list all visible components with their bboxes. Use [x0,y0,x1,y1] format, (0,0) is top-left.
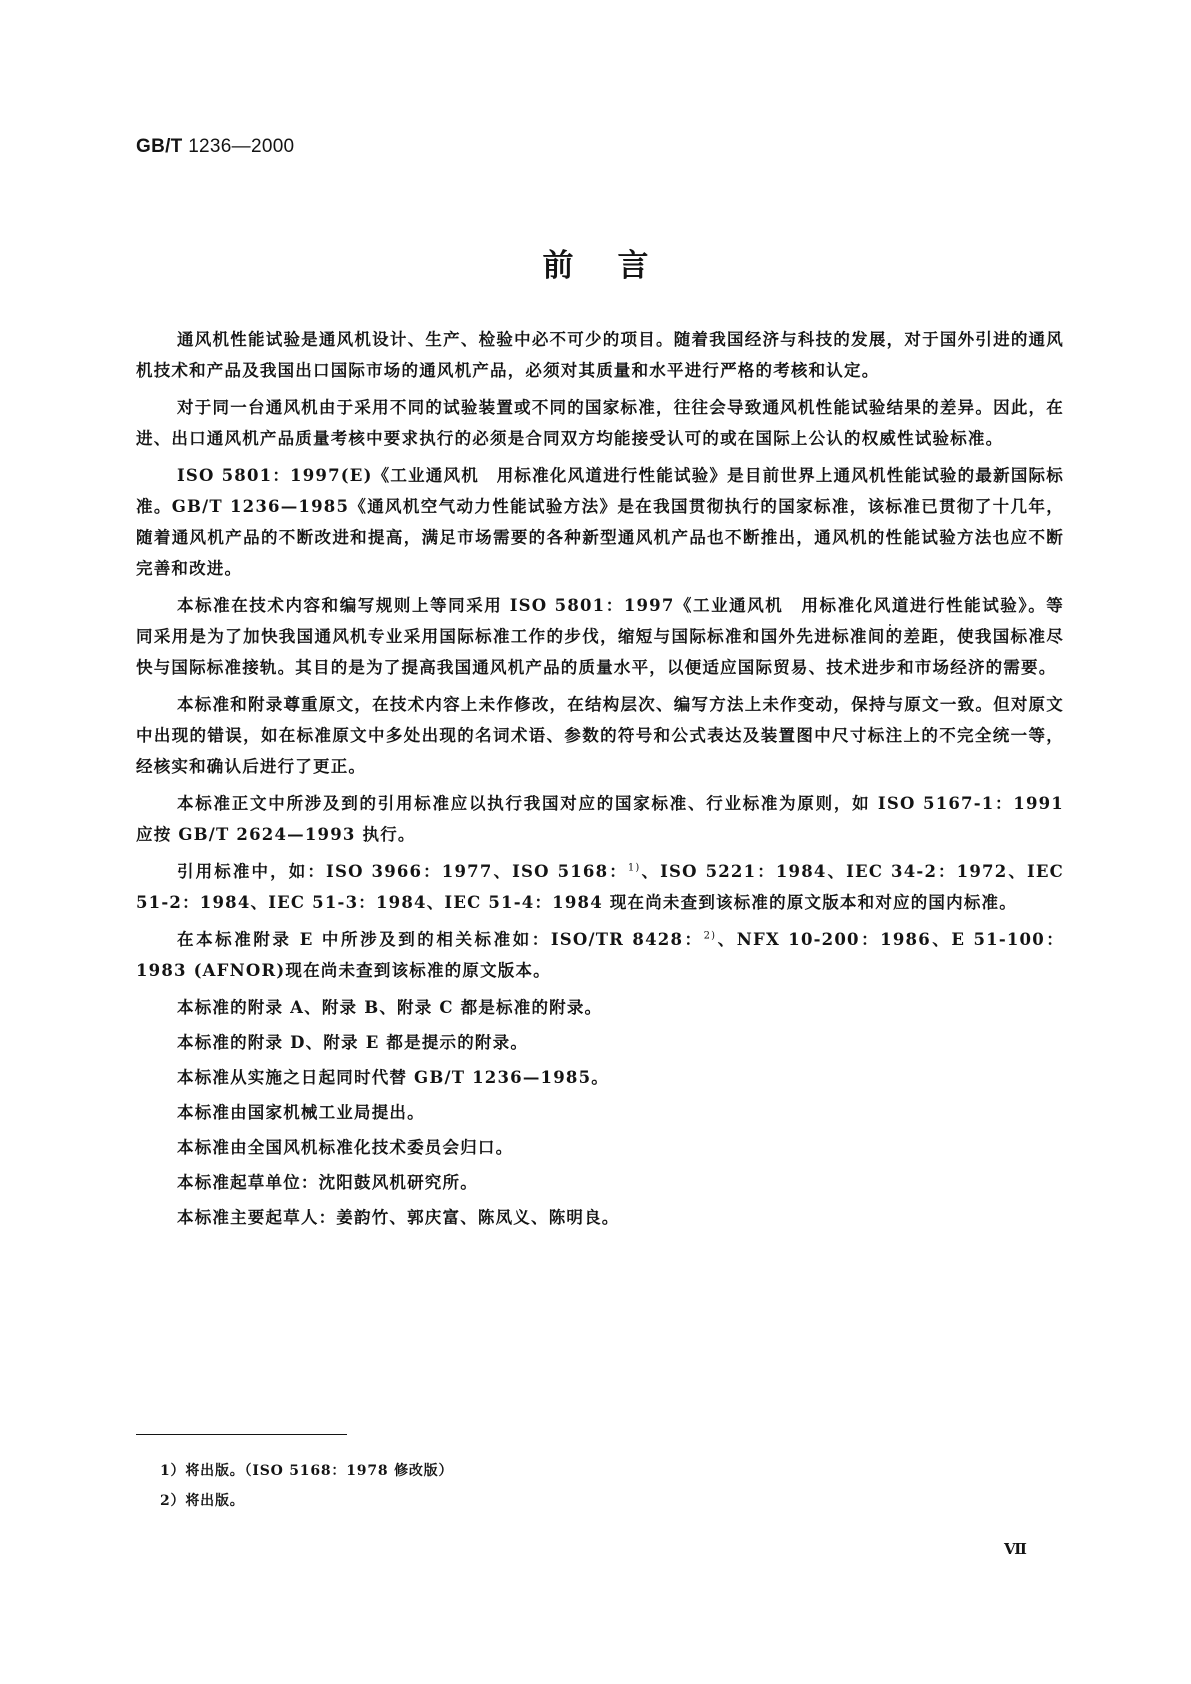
paragraph-referenced-standards: 本标准正文中所涉及到的引用标准应以执行我国对应的国家标准、行业标准为原则，如 ISO 5167-1：1991 应按 GB/T 2624—1993 执行。 [136,794,1064,844]
paragraph-adoption: 本标准在技术内容和编写规则上等同采用 ISO 5801：1997《工业通风机 用标准化风道进行性能试验》。等同采用是为了加快我国通风机专业采用国际标准工作的步伐，缩短与国际标准和国外先进标准间的差距，使我国标准尽快与国际标准接轨。其目的是为了提高我国通风机产品的质量水平，以便适应国际贸易、技术进步和市场经济的需要。 [136,596,1064,677]
line-drafters: 本标准主要起草人：姜韵竹、郭庆富、陈凤义、陈明良。 [177,1208,620,1227]
footnote-2: 2）将出版。 [160,1493,245,1509]
standard-code [136,136,294,158]
line-proposed-by: 本标准由国家机械工业局提出。 [177,1103,425,1122]
page-title: 前言 [542,248,693,284]
line-replaces: 本标准从实施之日起同时代替 GB/T 1236—1985。 [177,1068,609,1087]
foreword-body [136,324,1064,1237]
line-centralized-by: 本标准由全国风机标准化技术委员会归口。 [177,1138,514,1157]
line-normative-annexes: 本标准的附录 A、附录 B、附录 C 都是标准的附录。 [177,998,603,1017]
standard-number: 1236—2000 [188,136,295,157]
paragraph-importance: 通风机性能试验是通风机设计、生产、检验中必不可少的项目。随着我国经济与科技的发展，对于国外引进的通风机技术和产品及我国出口国际市场的通风机产品，必须对其质量和水平进行严格的考核和认定。 [136,330,1064,380]
paragraph-corrections: 本标准和附录尊重原文，在技术内容上未作修改，在结构层次、编写方法上未作变动，保持与原文一致。但对原文中出现的错误，如在标准原文中多处出现的名词术语、参数的符号和公式表达及装置图中尺寸标注上的不完全统一等，经核实和确认后进行了更正。 [136,695,1064,776]
ref-text-start: 引用标准中，如：ISO 3966：1977、ISO 5168： [177,862,628,881]
standard-prefix: GB/T [136,136,183,157]
footnote-divider [136,1434,347,1435]
line-informative-annexes: 本标准的附录 D、附录 E 都是提示的附录。 [177,1033,529,1052]
annex-text-end: 、NFX 10-200：1986、E 51-100：1983 (AFNOR)现在尚未查到该标准的原文版本。 [136,930,1064,980]
footnote-1: 1）将出版。（ISO 5168：1978 修改版） [160,1463,454,1479]
page-number: Ⅶ [1004,1540,1028,1558]
annex-text-start: 在本标准附录 E 中所涉及到的相关标准如：ISO/TR 8428： [177,930,704,949]
footnotes [160,1456,453,1516]
paragraph-differences: 对于同一台通风机由于采用不同的试验装置或不同的国家标准，往往会导致通风机性能试验结果的差异。因此，在进、出口通风机产品质量考核中要求执行的必须是合同双方均能接受认可的或在国际上公认的权威性试验标准。 [136,398,1064,448]
paragraph-annex-e-standards [136,924,1064,986]
line-drafting-unit: 本标准起草单位：沈阳鼓风机研究所。 [177,1173,478,1192]
paragraph-unavailable-standards [136,856,1064,918]
paragraph-iso5801: ISO 5801：1997(E)《工业通风机 用标准化风道进行性能试验》是目前世界上通风机性能试验的最新国际标准。GB/T 1236—1985《通风机空气动力性能试验方法》是在我国贯彻执行的国家标准，该标准已贯彻了十几年，随着通风机产品的不断改进和提高，满足市场需要的各种新型通风机产品也不断推出，通风机的性能试验方法也应不断完善和改进。 [136,466,1064,578]
footnote-ref-1: 1) [627,862,641,874]
ref-text-end: 、ISO 5221：1984、IEC 34-2：1972、IEC 51-2：1984、IEC 51-3：1984、IEC 51-4：1984 现在尚未查到该标准的原文版本和对应的国内标准。 [136,862,1064,912]
scan-speck [889,624,891,626]
footnote-ref-2: 2) [703,930,717,942]
